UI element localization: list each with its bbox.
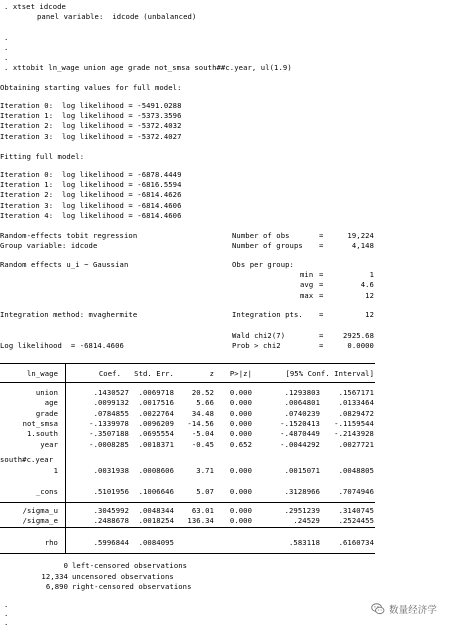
interaction-row-cell: .0031938 [93, 466, 129, 475]
header-stat-equals: = [319, 231, 324, 240]
depvar-header: ln_wage [27, 369, 58, 378]
header-stat-label: avg [300, 280, 314, 289]
coef-row-cell: -14.56 [187, 418, 214, 428]
header-stat-equals: = [319, 291, 324, 300]
header-stat-label: max [300, 291, 314, 300]
table-column-divider [65, 363, 66, 553]
iteration-label: Iteration 0: [0, 101, 54, 110]
wechat-icon [371, 602, 385, 616]
header-stat-equals: = [319, 331, 324, 340]
coef-row-cell: .0064801 [284, 398, 320, 408]
interaction-row-cell: 3.71 [196, 466, 214, 475]
random-effects-line: Random effects u_i ~ Gaussian [0, 260, 129, 269]
coef-row-cell: 20.52 [191, 388, 214, 397]
coef-row-cell: -.1339978 [89, 418, 129, 428]
cons-row-cell: .7074946 [338, 487, 374, 496]
header-stat-equals: = [319, 270, 324, 279]
iteration-value: log likelihood = -5372.4032 [62, 121, 182, 131]
prompt-dot: . [4, 33, 9, 42]
sigma-row-cell: 63.01 [191, 506, 214, 515]
coef-row-label: not_smsa [22, 418, 58, 428]
header-stat-label: Number of groups [232, 241, 303, 250]
cons-row-label: _cons [35, 487, 58, 496]
column-header: Coef. [98, 369, 121, 378]
cons-row-cell: .5101956 [93, 487, 129, 496]
xttobit-command: . xttobit ln_wage union age grade not_smsa south##c.year, ul(1.9) [4, 63, 292, 72]
coef-row-cell: -.0044292 [280, 439, 320, 449]
watermark [371, 601, 437, 617]
coef-row-cell: .0018371 [138, 439, 174, 449]
prompt-dot: . [4, 618, 9, 627]
prompt-dot: . [4, 43, 9, 52]
coef-row-cell: .0133464 [338, 398, 374, 408]
header-stat-value: 2925.68 [343, 331, 374, 340]
full-model-title: Fitting full model: [0, 152, 85, 161]
coef-row-cell: -0.45 [191, 439, 214, 449]
header-stat-equals: = [319, 280, 324, 289]
coef-row-cell: .0740239 [284, 408, 320, 418]
column-header: z [209, 369, 214, 378]
starting-values-title: Obtaining starting values for full model: [0, 83, 182, 92]
interaction-row-label: 1 [53, 466, 58, 475]
header-stat-label: Obs per group: [232, 260, 294, 269]
coef-row-label: age [44, 398, 58, 408]
censoring-count: 0 [63, 561, 68, 570]
group-variable: Group variable: idcode [0, 241, 98, 250]
integration-method: Integration method: mvaghermite [0, 310, 138, 319]
header-stat-label: Number of obs [232, 231, 290, 240]
iteration-label: Iteration 3: [0, 131, 54, 141]
header-stat-label: min [300, 270, 314, 279]
table-rule [0, 502, 375, 503]
iteration-label: Iteration 2: [0, 190, 54, 200]
interaction-row-cell: .0008606 [138, 466, 174, 475]
table-header-rule [0, 382, 375, 383]
sigma-row-cell: .3045992 [93, 506, 129, 515]
coef-row-cell: -.0008285 [89, 439, 129, 449]
coef-row-cell: 5.66 [196, 398, 214, 408]
header-stat-value: 12 [365, 310, 374, 319]
header-stat-value: 0.0000 [347, 341, 374, 350]
coef-row-cell: 0.000 [229, 429, 252, 439]
table-bottom-rule [0, 553, 375, 554]
header-stat-equals: = [319, 241, 324, 250]
coef-row-cell: .1293803 [284, 388, 320, 397]
iteration-value: log likelihood = -5372.4027 [62, 131, 182, 141]
header-stat-value: 4.6 [360, 280, 374, 289]
header-stat-equals: = [319, 341, 324, 350]
sigma-row-label: /sigma_e [22, 516, 58, 526]
coef-row-cell: .0022764 [138, 408, 174, 418]
sigma-row-label: /sigma_u [22, 506, 58, 515]
coef-row-label: year [40, 439, 58, 449]
rho-row-label: rho [44, 538, 58, 547]
prompt-dot: . [4, 53, 9, 62]
coef-row-cell: -.2143928 [334, 429, 374, 439]
header-stat-equals: = [319, 310, 324, 319]
sigma-row-cell: 0.000 [229, 516, 252, 526]
rho-row-cell: .0084095 [138, 538, 174, 547]
iteration-label: Iteration 1: [0, 111, 54, 121]
column-header: [95% Conf. Interval] [285, 369, 374, 378]
iteration-value: log likelihood = -6814.4626 [62, 190, 182, 200]
censoring-text: uncensored observations [72, 571, 174, 581]
sigma-row-cell: .2951239 [284, 506, 320, 515]
sigma-row-cell: .3140745 [338, 506, 374, 515]
iteration-label: Iteration 0: [0, 170, 54, 179]
header-stat-value: 19,224 [347, 231, 374, 240]
sigma-row-cell: 0.000 [229, 506, 252, 515]
column-header: Std. Err. [134, 369, 174, 378]
coef-row-cell: -.1520413 [280, 418, 320, 428]
coef-row-cell: .0784855 [93, 408, 129, 418]
coef-row-cell: -.4870449 [280, 429, 320, 439]
coef-row-cell: -.3507188 [89, 429, 129, 439]
coef-row-cell: 0.652 [229, 439, 252, 449]
regression-type: Random-effects tobit regression [0, 231, 138, 240]
rho-row-cell: .5996844 [93, 538, 129, 547]
coef-row-cell: .1567171 [338, 388, 374, 397]
coef-row-cell: .0017516 [138, 398, 174, 408]
header-stat-label: Integration pts. [232, 310, 303, 319]
iteration-label: Iteration 3: [0, 200, 54, 210]
iteration-value: log likelihood = -5491.0288 [62, 101, 182, 110]
header-stat-label: Wald chi2(7) [232, 331, 286, 340]
iteration-value: log likelihood = -6878.4449 [62, 170, 182, 179]
coef-row-cell: .0096209 [138, 418, 174, 428]
cons-row-cell: 0.000 [229, 487, 252, 496]
log-likelihood: Log likelihood = -6814.4606 [0, 341, 124, 350]
rho-row-cell: .583118 [289, 538, 320, 547]
censoring-count: 6,890 [45, 582, 68, 591]
watermark-text: 数量经济学 [389, 605, 438, 616]
sigma-row-cell: .0048344 [138, 506, 174, 515]
xtset-command: . xtset idcode [4, 2, 66, 11]
header-stat-value: 4,148 [351, 241, 374, 250]
rho-row-cell: .6160734 [338, 538, 374, 547]
cons-row-cell: .3128966 [284, 487, 320, 496]
cons-row-cell: 5.07 [196, 487, 214, 496]
sigma-row-cell: .2524455 [338, 516, 374, 526]
table-top-rule [0, 363, 375, 364]
coef-row-cell: 34.48 [191, 408, 214, 418]
header-stat-value: 12 [365, 291, 374, 300]
censoring-text: right-censored observations [72, 582, 192, 591]
sigma-row-cell: .24529 [293, 516, 320, 526]
coef-row-cell: -5.04 [191, 429, 214, 439]
header-stat-value: 1 [369, 270, 374, 279]
iteration-label: Iteration 4: [0, 210, 54, 220]
coef-row-label: grade [35, 408, 58, 418]
iteration-value: log likelihood = -6816.5594 [62, 180, 182, 190]
header-stat-label: Prob > chi2 [232, 341, 281, 350]
coef-row-cell: .0069718 [138, 388, 174, 397]
column-header: P>|z| [229, 369, 252, 378]
coef-row-cell: .0099132 [93, 398, 129, 408]
iteration-label: Iteration 2: [0, 121, 54, 131]
censoring-count: 12,334 [41, 571, 68, 581]
interaction-row-cell: .0048805 [338, 466, 374, 475]
iteration-value: log likelihood = -6814.4606 [62, 200, 182, 210]
coef-row-cell: 0.000 [229, 408, 252, 418]
coef-row-cell: .1430527 [93, 388, 129, 397]
coef-row-label: 1.south [27, 429, 58, 439]
coef-row-cell: .0027721 [338, 439, 374, 449]
cons-row-cell: .1006646 [138, 487, 174, 496]
censoring-text: left-censored observations [72, 561, 188, 570]
coef-row-cell: 0.000 [229, 388, 252, 397]
sigma-row-cell: 136.34 [187, 516, 214, 526]
prompt-dot: . [4, 609, 9, 618]
coef-row-cell: -.1159544 [334, 418, 374, 428]
panel-variable-line: panel variable: idcode (unbalanced) [37, 12, 197, 21]
table-rule [0, 527, 375, 528]
coef-row-cell: 0.000 [229, 398, 252, 408]
iteration-label: Iteration 1: [0, 180, 54, 190]
interaction-label: south#c.year [0, 455, 54, 464]
prompt-dot: . [4, 600, 9, 609]
sigma-row-cell: .0018254 [138, 516, 174, 526]
interaction-row-cell: 0.000 [229, 466, 252, 475]
iteration-value: log likelihood = -6814.4606 [62, 210, 182, 220]
coef-row-cell: .0829472 [338, 408, 374, 418]
coef-row-label: union [35, 388, 58, 397]
sigma-row-cell: .2488678 [93, 516, 129, 526]
iteration-value: log likelihood = -5373.3596 [62, 111, 182, 121]
coef-row-cell: .0695554 [138, 429, 174, 439]
interaction-row-cell: .0015071 [284, 466, 320, 475]
coef-row-cell: 0.000 [229, 418, 252, 428]
